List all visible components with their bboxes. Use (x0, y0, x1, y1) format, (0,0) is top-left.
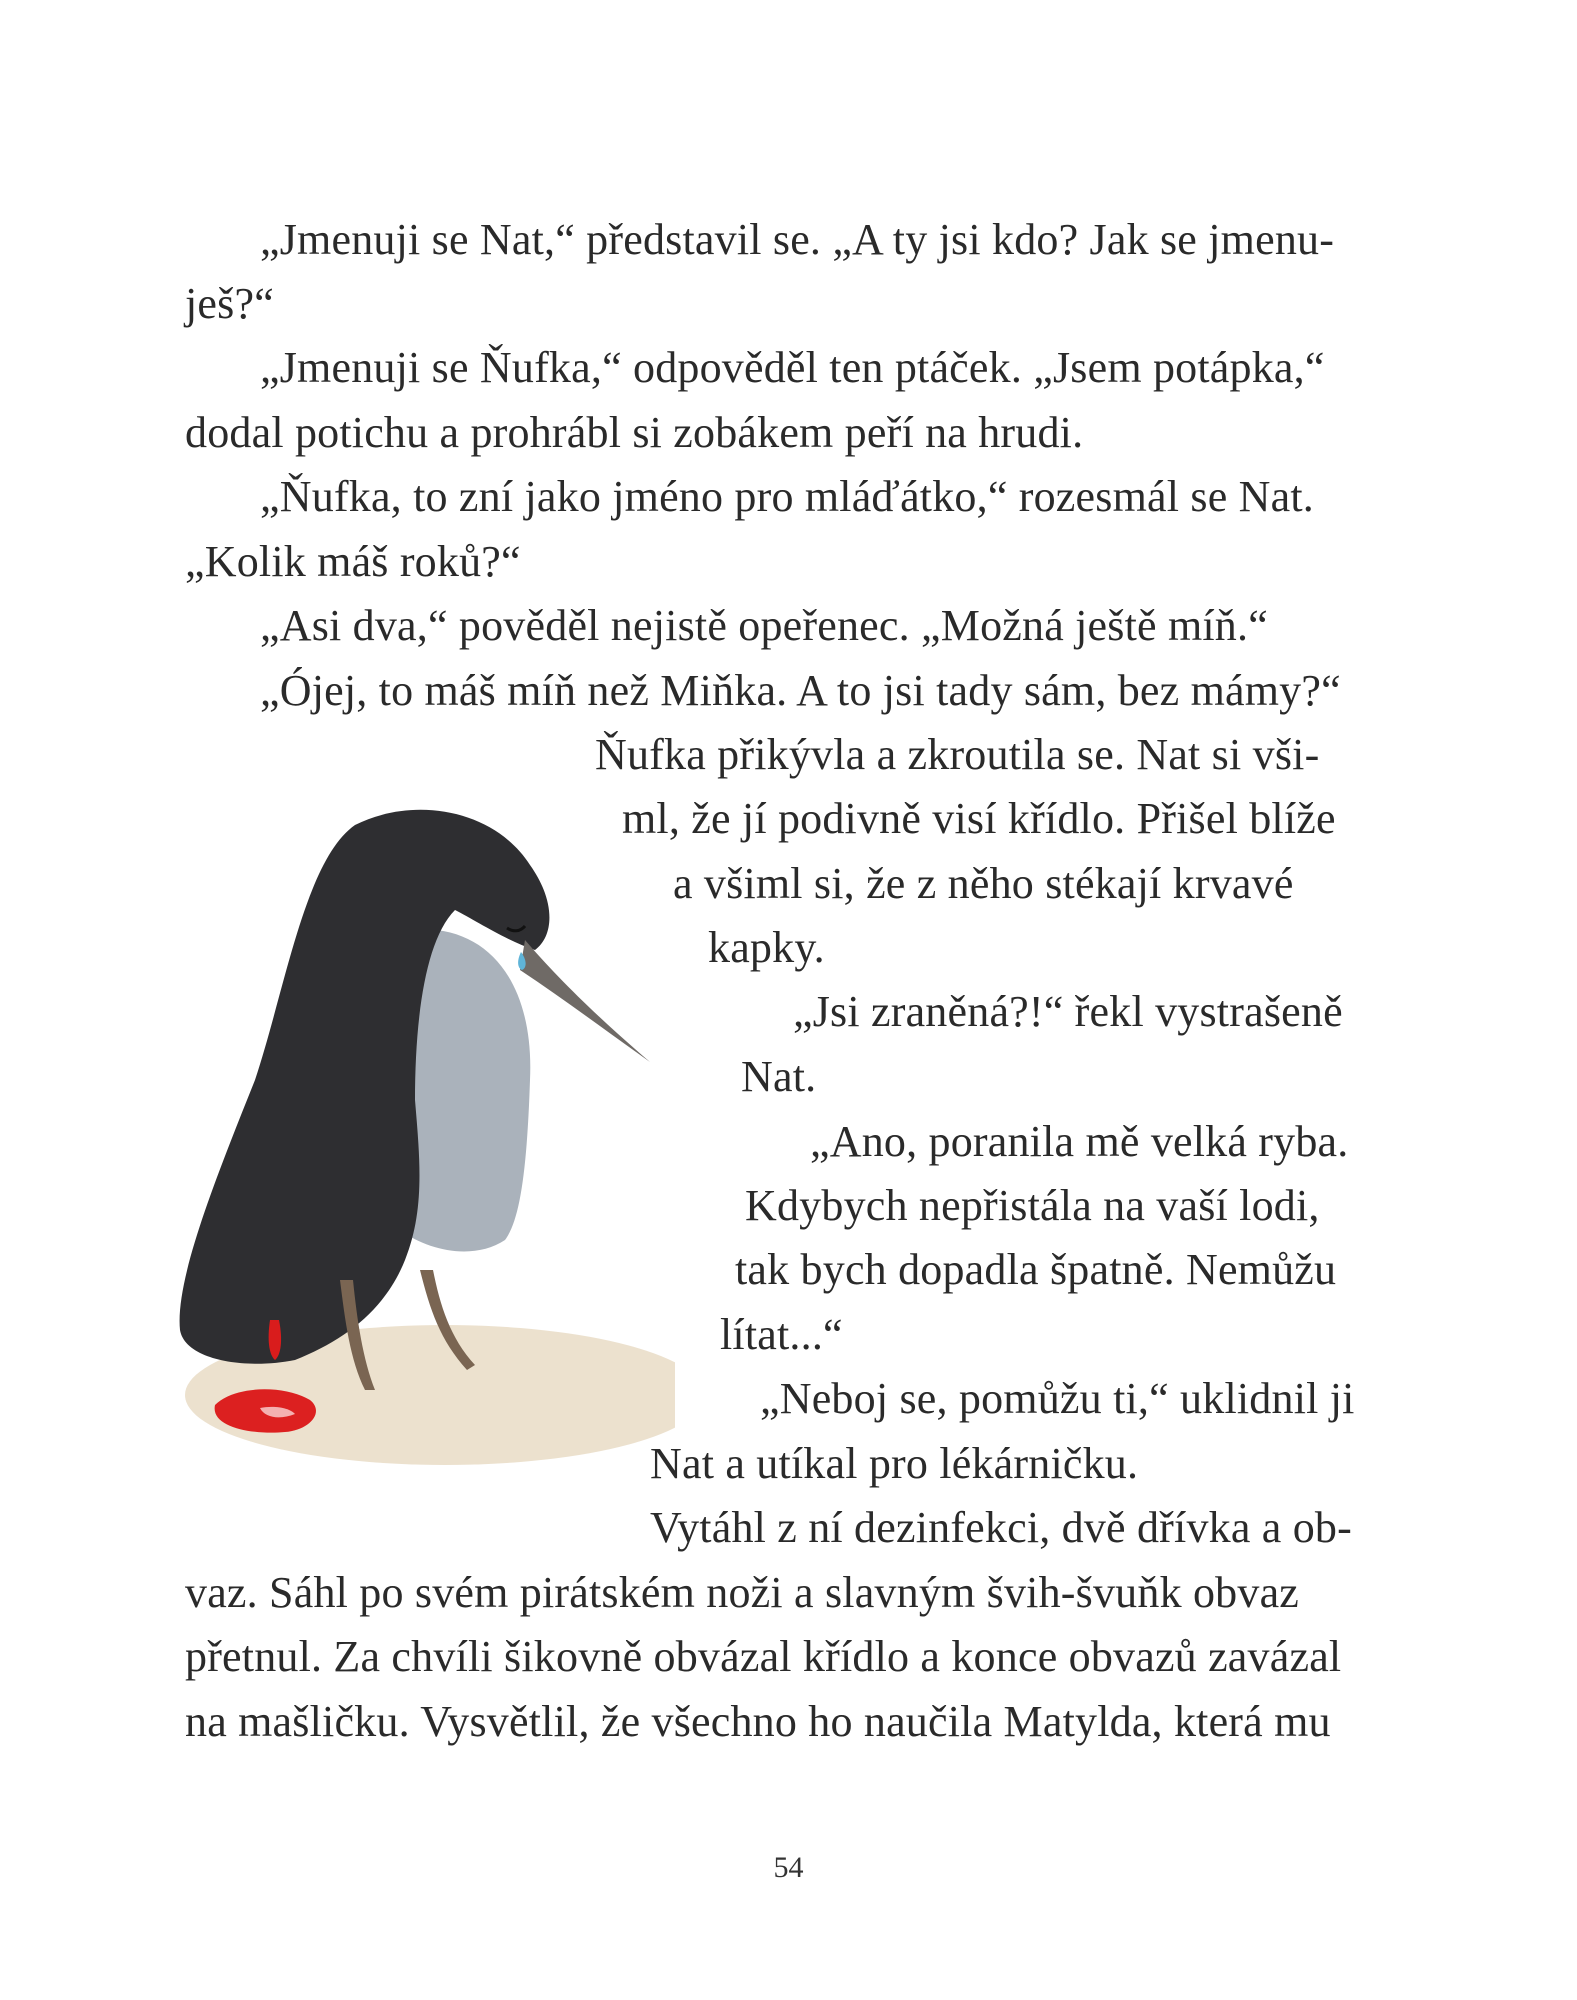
text-line-21: Vytáhl z ní dezinfekci, dvě dřívka a ob- (650, 1503, 1352, 1552)
text-line-1: „Jmenuji se Nat,“ představil se. „A ty jsi kdo? Jak se jmenu- (260, 215, 1335, 264)
text-line-10: ml, že jí podivně visí křídlo. Přišel blíže (622, 794, 1336, 843)
text-line-17: tak bych dopadla špatně. Nemůžu (735, 1245, 1337, 1294)
grebe-beak (520, 940, 650, 1062)
text-line-9: Ňufka přikývla a zkroutila se. Nat si vši- (595, 730, 1320, 779)
text-line-24: na mašličku. Vysvětlil, že všechno ho naučila Matylda, která mu (185, 1697, 1331, 1746)
text-line-15: „Ano, poranila mě velká ryba. (810, 1117, 1349, 1166)
text-line-20: Nat a utíkal pro lékárničku. (650, 1439, 1139, 1488)
text-line-2: ješ?“ (185, 279, 274, 328)
text-line-11: a všiml si, že z něho stékají krvavé (673, 859, 1294, 908)
text-line-23: přetnul. Za chvíli šikovně obvázal křídlo a konce obvazů zavázal (185, 1632, 1342, 1681)
grebe-illustration (175, 800, 675, 1480)
text-line-12: kapky. (708, 923, 825, 972)
text-line-19: „Neboj se, pomůžu ti,“ uklidnil ji (760, 1374, 1355, 1423)
text-line-13: „Jsi zraněná?!“ řekl vystrašeně (793, 987, 1343, 1036)
text-line-18: lítat...“ (720, 1310, 843, 1359)
text-line-3: „Jmenuji se Ňufka,“ odpověděl ten ptáček. „Jsem potápka,“ (260, 343, 1325, 392)
page-number: 54 (773, 1851, 804, 1884)
text-line-8: „Ójej, to máš míň než Miňka. A to jsi tady sám, bez mámy?“ (260, 666, 1341, 715)
text-line-22: vaz. Sáhl po svém pirátském noži a slavným švih-švuňk obvaz (185, 1568, 1300, 1617)
text-line-6: „Kolik máš roků?“ (185, 537, 521, 586)
text-line-14: Nat. (741, 1052, 817, 1101)
text-line-7: „Asi dva,“ pověděl nejistě opeřenec. „Možná ještě míň.“ (260, 601, 1268, 650)
text-line-5: „Ňufka, to zní jako jméno pro mláďátko,“ rozesmál se Nat. (260, 472, 1314, 521)
text-line-4: dodal potichu a prohrábl si zobákem peří na hrudi. (185, 408, 1084, 457)
text-line-16: Kdybych nepřistála na vaší lodi, (745, 1181, 1320, 1230)
